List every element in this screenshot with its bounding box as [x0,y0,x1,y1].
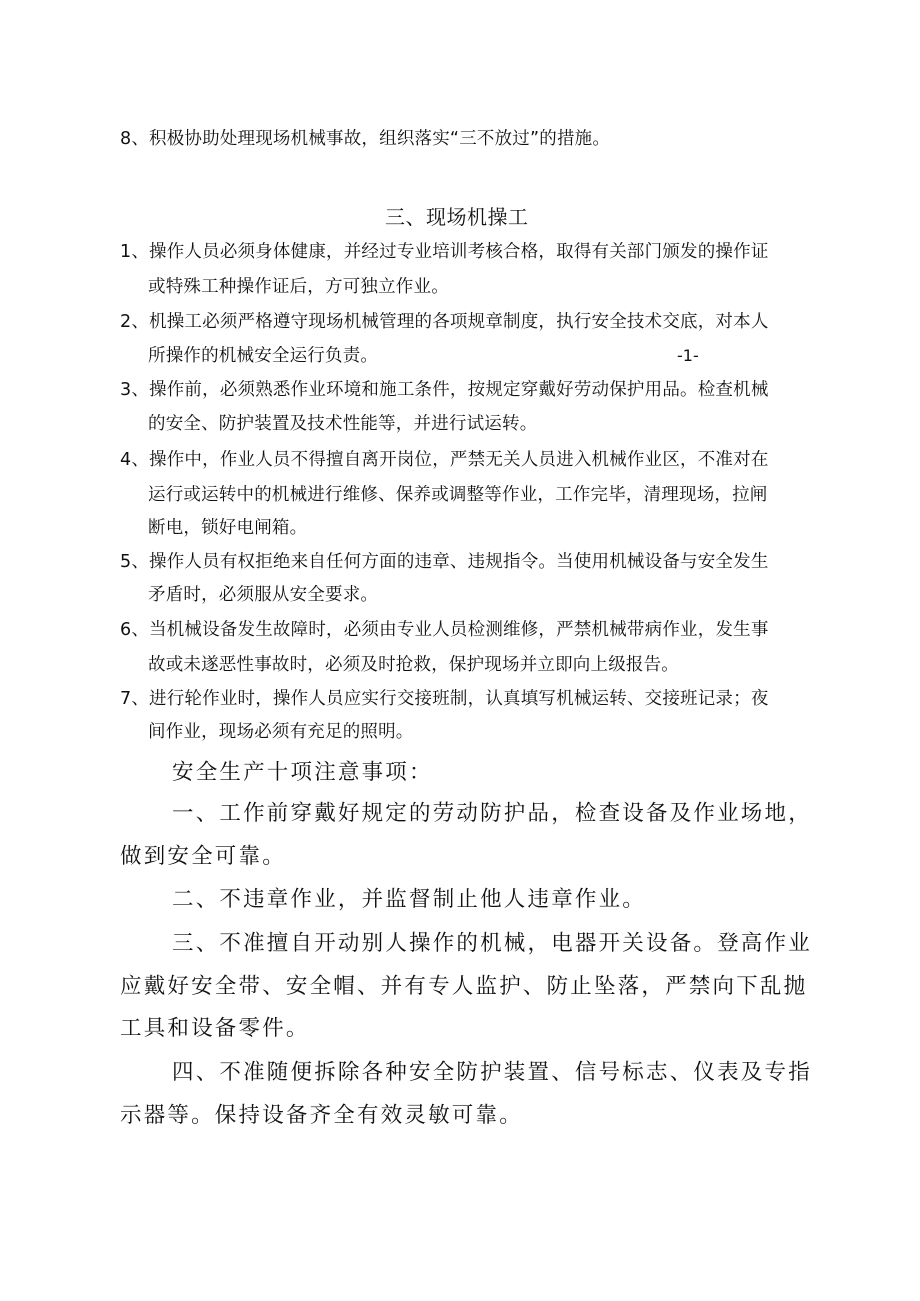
page-number: -1- [677,346,699,365]
rule-3-line-1: 3、操作前，必须熟悉作业环境和施工条件，按规定穿戴好劳动保护用品。检查机械 [120,380,769,400]
rule-7-line-2: 间作业，现场必须有充足的照明。 [148,722,414,742]
rule-2-line-2: 所操作的机械安全运行负责。 [148,346,379,366]
rule-6-line-2: 故或未遂恶性事故时，必须及时抢救，保护现场并立即向上级报告。 [148,655,679,675]
notice-item-2-line-1: 二、不违章作业，并监督制止他人违章作业。 [172,887,647,912]
item-8: 8、积极协助处理现场机械事故，组织落实“三不放过”的措施。 [120,129,611,149]
rule-4-line-1: 4、操作中，作业人员不得擅自离开岗位，严禁无关人员进入机械作业区，不准对在 [120,450,769,470]
rule-2-line-1: 2、机操工必须严格遵守现场机械管理的各项规章制度，执行安全技术交底，对本人 [120,312,769,332]
notice-item-3-line-3: 工具和设备零件。 [120,1016,310,1041]
rule-4-line-2: 运行或运转中的机械进行维修、保养或调整等作业，工作完毕，清理现场，拉闸 [148,485,768,505]
rule-1-line-2: 或特殊工种操作证后，方可独立作业。 [148,277,449,297]
notice-item-4-line-1: 四、不准随便拆除各种安全防护装置、信号标志、仪表及专指 [172,1060,812,1085]
section-title: 三、现场机操工 [385,205,529,229]
safety-notice-heading: 安全生产十项注意事项： [172,760,433,785]
notice-item-4-line-2: 示器等。保持设备齐全有效灵敏可靠。 [120,1103,523,1128]
notice-item-3-line-2: 应戴好安全带、安全帽、并有专人监护、防止坠落，严禁向下乱抛 [120,974,808,999]
rule-1-line-1: 1、操作人员必须身体健康，并经过专业培训考核合格，取得有关部门颁发的操作证 [120,242,769,262]
rule-3-line-2: 的安全、防护装置及技术性能等，并进行试运转。 [148,414,538,434]
rule-6-line-1: 6、当机械设备发生故障时，必须由专业人员检测维修，严禁机械带病作业，发生事 [120,620,769,640]
rule-4-line-3: 断电，锁好电闸箱。 [148,518,308,538]
rule-7-line-1: 7、进行轮作业时，操作人员应实行交接班制，认真填写机械运转、交接班记录；夜 [120,689,769,709]
notice-item-1-line-1: 一、工作前穿戴好规定的劳动防护品，检查设备及作业场地， [172,801,812,826]
notice-item-3-line-1: 三、不准擅自开动别人操作的机械，电器开关设备。登高作业 [172,931,812,956]
rule-5-line-1: 5、操作人员有权拒绝来自任何方面的违章、违规指令。当使用机械设备与安全发生 [120,552,769,572]
rule-5-line-2: 矛盾时，必须服从安全要求。 [148,585,379,605]
notice-item-1-line-2: 做到安全可靠。 [120,844,286,869]
